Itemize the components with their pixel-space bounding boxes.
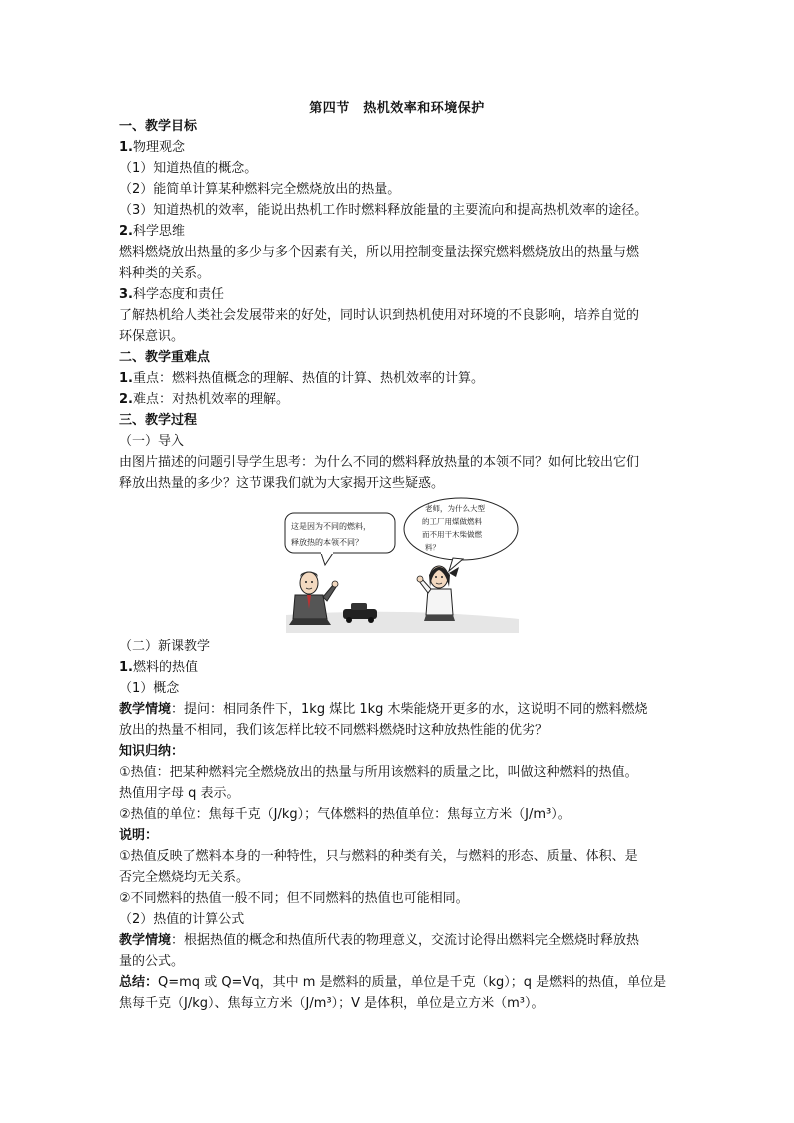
subsection-heading <box>119 223 679 241</box>
paragraph-line <box>119 974 679 992</box>
label-bold: 知识归纳： <box>119 744 185 759</box>
subsection-title: 科学思维 <box>132 224 185 239</box>
item-number: 1. <box>119 140 133 155</box>
subsection-title: 物理观念 <box>132 140 185 155</box>
subsection-heading: （二）新课教学 <box>119 639 211 654</box>
subsection-heading <box>119 659 679 677</box>
subsection-heading <box>119 286 679 304</box>
section-heading: 三、教学过程 <box>119 413 198 428</box>
bubble-text: 释放热的本领不同？ <box>291 538 363 547</box>
paragraph-line: 了解热机给人类社会发展带来的好处，同时认识到热机使用对环境的不良影响，培养自觉的 <box>119 308 640 323</box>
label-bold: 教学情境 <box>119 933 172 948</box>
paragraph-line: 由图片描述的问题引导学生思考：为什么不同的燃料释放热量的本领不同？如何比较出它们 <box>119 455 640 470</box>
paragraph-line: 放出的热量不相同，我们该怎样比较不同燃料燃烧时这种放热性能的优劣？ <box>119 723 549 738</box>
subsection-heading: （1）概念 <box>119 681 180 696</box>
paragraph-line: ①热值反映了燃料本身的一种特性，只与燃料的种类有关，与燃料的形态、质量、体积、是 <box>119 849 638 864</box>
paragraph-line: 释放出热量的多少？这节课我们就为大家揭开这些疑惑。 <box>119 476 445 491</box>
paragraph-line: ①热值：把某种燃料完全燃烧放出的热量与所用该燃料的质量之比，叫做这种燃料的热值。 <box>119 765 638 780</box>
bubble-text: 的工厂用煤做燃料 <box>422 517 482 526</box>
paragraph-line: 料种类的关系。 <box>119 266 211 281</box>
key-point: 重点：燃料热值概念的理解、热值的计算、热机效率的计算。 <box>132 371 484 386</box>
subsection-heading: （一）导入 <box>119 434 185 449</box>
paragraph-text: ：根据热值的概念和热值所代表的物理意义，交流讨论得出燃料完全燃烧时释放热 <box>171 933 640 948</box>
topic-title: 燃料的热值 <box>132 660 198 675</box>
label-bold: 教学情境 <box>119 702 172 717</box>
paragraph-line: 燃料燃烧放出热量的多少与多个因素有关，所以用控制变量法探究燃料燃烧放出的热量与燃 <box>119 245 640 260</box>
section-heading: 二、教学重难点 <box>119 350 211 365</box>
bubble-text: 这是因为不同的燃料， <box>291 522 371 531</box>
paragraph-line: ②不同燃料的热值一般不同；但不同燃料的热值也可能相同。 <box>119 891 469 906</box>
paragraph-line: （3）知道热机的效率，能说出热机工作时燃料释放能量的主要流向和提高热机效率的途径。 <box>119 203 648 218</box>
paragraph-text: ：提问：相同条件下，1kg 煤比 1kg 木柴能烧开更多的水，这说明不同的燃料燃烧 <box>171 702 648 717</box>
label-bold: 说明： <box>119 828 159 843</box>
bubble-text: 而不用干木柴做燃 <box>422 530 482 539</box>
bubble-text: 老师，为什么大型 <box>425 504 485 513</box>
item-number: 1. <box>119 660 133 675</box>
paragraph-line: ②热值的单位：焦每千克（J/kg）；气体燃料的热值单位：焦每立方米（J/m³）。 <box>119 807 571 822</box>
paragraph-line <box>119 701 679 719</box>
paragraph-line: （1）知道热值的概念。 <box>119 161 258 176</box>
item-number: 2. <box>119 224 133 239</box>
paragraph-line <box>119 932 679 950</box>
paragraph-line <box>119 370 679 388</box>
paragraph-line: 焦每千克（J/kg）、焦每立方米（J/m³）；V 是体积，单位是立方米（m³）。 <box>119 996 545 1011</box>
paragraph-line: 量的公式。 <box>119 954 185 969</box>
cartoon-illustration <box>281 497 521 633</box>
paragraph-line <box>119 391 679 409</box>
item-number: 1. <box>119 371 133 386</box>
paragraph-line: 否完全燃烧均无关系。 <box>119 870 250 885</box>
item-number: 2. <box>119 392 133 407</box>
page-title: 第四节 热机效率和环境保护 <box>309 101 485 116</box>
bubble-text: 料？ <box>425 543 440 552</box>
paragraph-line: 热值用字母 q 表示。 <box>119 786 240 801</box>
item-number: 3. <box>119 287 133 302</box>
subsection-title: 科学态度和责任 <box>132 287 224 302</box>
section-heading: 一、教学目标 <box>119 119 198 134</box>
label-bold: 总结： <box>119 975 159 990</box>
subsection-heading <box>119 139 679 157</box>
paragraph-line: （2）能简单计算某种燃料完全燃烧放出的热量。 <box>119 182 401 197</box>
subsection-heading: （2）热值的计算公式 <box>119 912 245 927</box>
paragraph-line: 环保意识。 <box>119 329 185 344</box>
paragraph-text: Q=mq 或 Q=Vq，其中 m 是燃料的质量，单位是千克（kg）；q 是燃料的热值，单位是 <box>158 975 667 990</box>
difficult-point: 难点：对热机效率的理解。 <box>132 392 289 407</box>
